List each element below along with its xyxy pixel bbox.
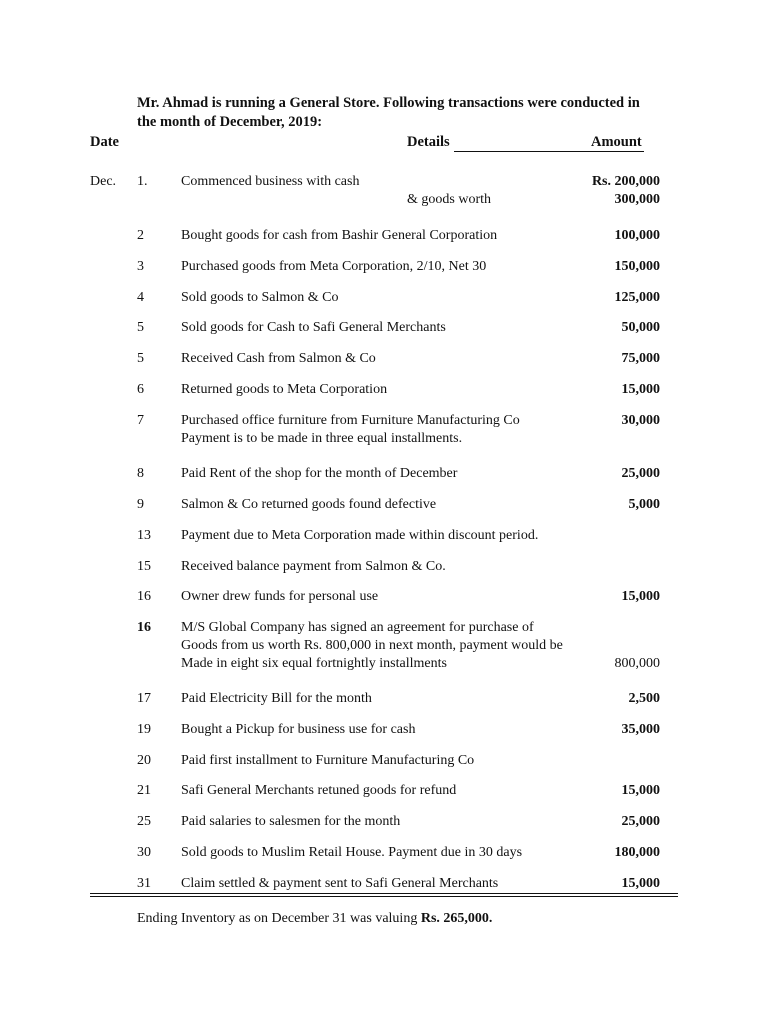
details-cell <box>181 350 376 368</box>
amount-cell: 2,500 <box>628 691 660 706</box>
amount-cell: 180,000 <box>614 845 660 860</box>
details-line: Payment due to Meta Corporation made within discount period. <box>181 528 539 543</box>
details-line: Paid Electricity Bill for the month <box>181 691 372 706</box>
table-bottom-rule-double <box>90 896 678 897</box>
intro-paragraph <box>137 94 640 132</box>
details-line: Sold goods to Salmon & Co <box>181 290 339 305</box>
day-cell: 5 <box>137 320 144 335</box>
amount-cell: 5,000 <box>628 497 660 512</box>
details-line: Purchased office furniture from Furniture Manufacturing Co <box>181 413 520 428</box>
details-line: Sold goods for Cash to Safi General Merchants <box>181 320 446 335</box>
day-cell: 31 <box>137 876 151 891</box>
amount-cell: 150,000 <box>614 259 660 274</box>
details-line: Received Cash from Salmon & Co <box>181 351 376 366</box>
details-cell <box>407 191 491 209</box>
details-cell <box>181 782 456 800</box>
details-line: Purchased goods from Meta Corporation, 2/10, Net 30 <box>181 259 487 274</box>
amount-cell: 15,000 <box>621 382 660 397</box>
day-cell: 21 <box>137 783 151 798</box>
header-underline <box>454 151 644 152</box>
day-cell: 6 <box>137 382 144 397</box>
details-cell <box>181 721 415 739</box>
details-line: Claim settled & payment sent to Safi General Merchants <box>181 876 499 891</box>
amount-cell: 35,000 <box>621 722 660 737</box>
footer-text: Ending Inventory as on December 31 was valuing <box>137 911 421 926</box>
day-cell: 15 <box>137 559 151 574</box>
amount-cell: 75,000 <box>621 351 660 366</box>
amount-cell: 300,000 <box>614 192 660 207</box>
day-cell: 30 <box>137 845 151 860</box>
table-bottom-rule <box>90 893 678 894</box>
details-line: Payment is to be made in three equal installments. <box>181 431 463 446</box>
day-cell: 7 <box>137 413 144 428</box>
details-cell <box>181 844 522 862</box>
amount-cell: 15,000 <box>621 876 660 891</box>
details-cell <box>181 319 446 337</box>
details-line: Sold goods to Muslim Retail House. Payment due in 30 days <box>181 845 523 860</box>
amount-cell: 100,000 <box>614 228 660 243</box>
details-cell <box>181 588 378 606</box>
intro-line-2: the month of December, 2019: <box>137 114 323 130</box>
day-cell: 13 <box>137 528 151 543</box>
footer-inventory-value: Rs. 265,000. <box>420 911 493 926</box>
details-cell <box>181 619 563 673</box>
day-cell: 1. <box>137 174 148 189</box>
details-cell <box>181 527 538 545</box>
details-line: Salmon & Co returned goods found defective <box>181 497 437 512</box>
details-line: Bought goods for cash from Bashir General Corporation <box>181 228 498 243</box>
details-line: Paid salaries to salesmen for the month <box>181 814 401 829</box>
details-cell <box>181 752 474 770</box>
day-cell: 17 <box>137 691 151 706</box>
details-line: Commenced business with cash <box>181 174 360 189</box>
day-cell: 19 <box>137 722 151 737</box>
footer-note <box>137 911 492 927</box>
amount-header: Amount <box>591 134 642 150</box>
details-cell <box>181 813 400 831</box>
day-cell: 4 <box>137 290 144 305</box>
details-cell <box>181 875 498 893</box>
details-header: Details <box>407 134 450 150</box>
day-cell: 20 <box>137 753 151 768</box>
details-cell <box>181 690 372 708</box>
amount-cell: 25,000 <box>621 814 660 829</box>
day-cell: 16 <box>137 589 151 604</box>
details-line: & goods worth <box>407 192 491 207</box>
details-line: Goods from us worth Rs. 800,000 in next month, payment would be <box>181 638 563 653</box>
amount-cell: 50,000 <box>621 320 660 335</box>
details-line: Made in eight six equal fortnightly installments <box>181 656 447 671</box>
amount-cell: 30,000 <box>621 413 660 428</box>
amount-cell: 25,000 <box>621 466 660 481</box>
day-cell: 5 <box>137 351 144 366</box>
amount-cell: 15,000 <box>621 589 660 604</box>
details-cell <box>181 496 436 514</box>
details-cell <box>181 173 359 191</box>
amount-cell: 800,000 <box>614 656 660 671</box>
details-cell <box>181 381 387 399</box>
details-line: M/S Global Company has signed an agreement for purchase of <box>181 620 534 635</box>
amount-cell: 125,000 <box>614 290 660 305</box>
details-line: Received balance payment from Salmon & Co. <box>181 559 446 574</box>
details-cell <box>181 558 446 576</box>
date-header: Date <box>90 134 119 150</box>
details-cell <box>181 258 486 276</box>
details-line: Owner drew funds for personal use <box>181 589 379 604</box>
details-line: Paid first installment to Furniture Manufacturing Co <box>181 753 475 768</box>
amount-cell: Rs. 200,000 <box>591 174 660 189</box>
day-cell: 2 <box>137 228 144 243</box>
day-cell: 16 <box>137 620 151 635</box>
intro-line-1: Mr. Ahmad is running a General Store. Following transactions were conducted in <box>137 95 640 111</box>
day-cell: 3 <box>137 259 144 274</box>
details-line: Bought a Pickup for business use for cash <box>181 722 416 737</box>
day-cell: 8 <box>137 466 144 481</box>
details-cell <box>181 465 457 483</box>
month-cell: Dec. <box>90 174 117 189</box>
details-cell <box>181 412 520 448</box>
details-cell <box>181 227 497 245</box>
details-line: Paid Rent of the shop for the month of December <box>181 466 458 481</box>
details-line: Safi General Merchants retuned goods for refund <box>181 783 457 798</box>
amount-cell: 15,000 <box>621 783 660 798</box>
details-line: Returned goods to Meta Corporation <box>181 382 388 397</box>
details-cell <box>181 289 339 307</box>
day-cell: 9 <box>137 497 144 512</box>
day-cell: 25 <box>137 814 151 829</box>
